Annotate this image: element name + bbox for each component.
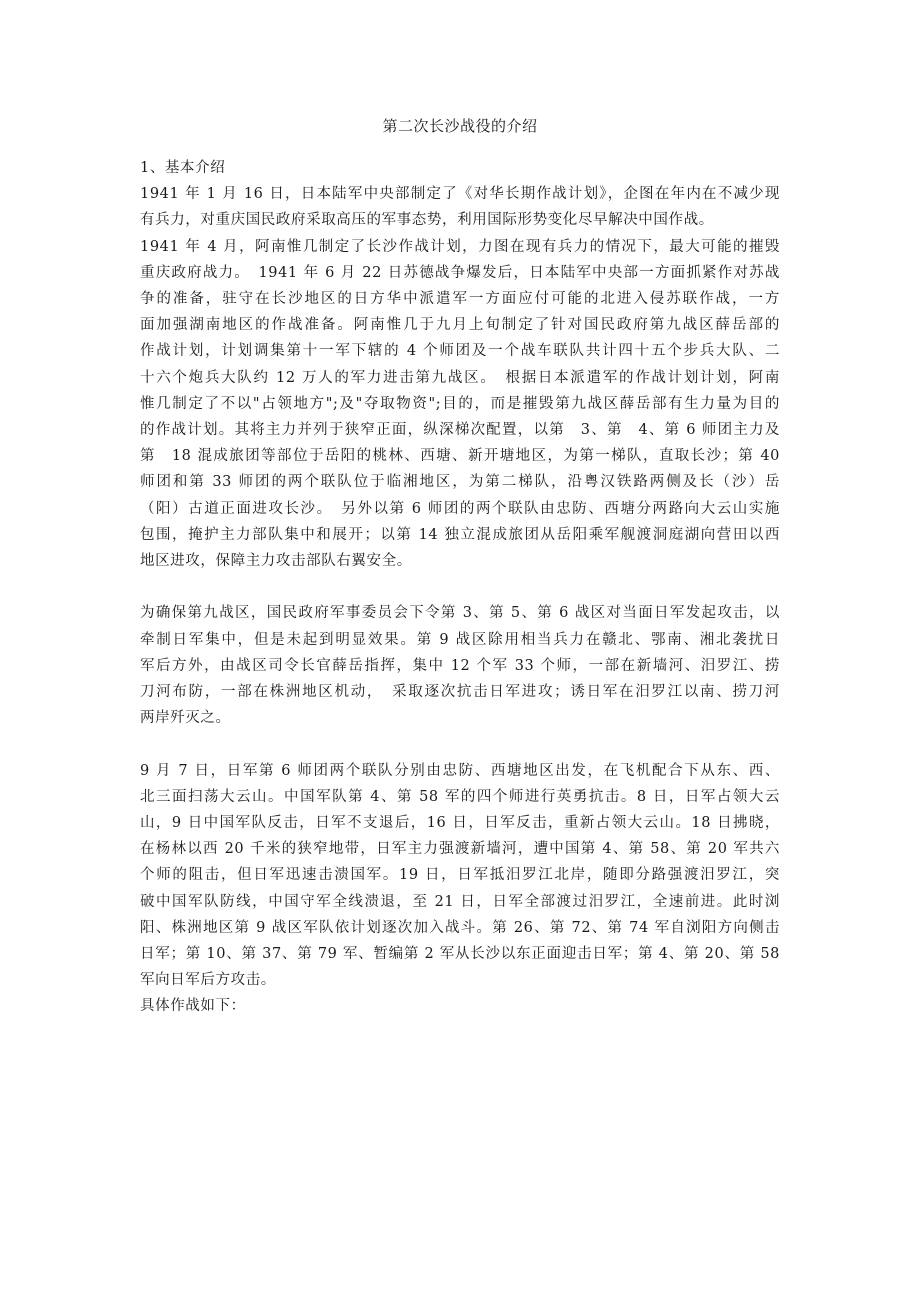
text-line: 师团和第 33 师团的两个联队位于临湘地区，为第二梯队，沿粤汉铁路两侧及长（沙）岳 xyxy=(140,474,780,491)
text-line: 1941 年 1 月 16 日，日本陆军中央部制定了《对华长期作战计划》，企图在年内在不减少现 xyxy=(140,186,780,203)
text-line: 包围，掩护主力部队集中和展开；以第 14 独立混成旅团从岳阳乘军舰渡洞庭湖向营田以西 xyxy=(140,526,780,543)
text-line: 阳、株洲地区第 9 战区军队依计划逐次加入战斗。第 26、第 72、第 74 军自浏阳方向侧击 xyxy=(140,919,780,936)
text-line: 重庆政府战力。 1941 年 6 月 22 日苏德战争爆发后，日本陆军中央部一方面抓紧作对苏战 xyxy=(140,264,780,281)
text-line: 争的准备，驻守在长沙地区的日方华中派遣军一方面应付可能的北进入侵苏联作战，一方 xyxy=(140,291,780,307)
text-line: 两岸歼灭之。 xyxy=(140,710,231,727)
text-line: 军向日军后方攻击。 xyxy=(140,972,276,989)
text-line: 地区进攻，保障主力攻击部队右翼安全。 xyxy=(140,553,412,569)
text-line: 个师的阻击，但日军迅速击溃国军。19 日，日军抵汨罗江北岸，随即分路强渡汨罗江，突 xyxy=(140,867,780,884)
text-line: 的作战计划。其将主力并列于狭窄正面，纵深梯次配置，以第 3、第 4、第 6 师团主力及 xyxy=(140,422,780,438)
text-line: 牵制日军集中，但是未起到明显效果。第 9 战区除用相当兵力在赣北、鄂南、湘北袭扰日 xyxy=(140,631,780,648)
text-line: 1941 年 4 月，阿南惟几制定了长沙作战计划，力图在现有兵力的情况下，最大可能的摧毁 xyxy=(140,238,780,255)
text-line: 9 月 7 日，日军第 6 师团两个联队分别由忠防、西塘地区出发，在飞机配合下从东、西、 xyxy=(140,762,780,779)
document-title: 第二次长沙战役的介绍 xyxy=(382,117,538,135)
text-line: 破中国军队防线，中国守军全线溃退，至 21 日，日军全部渡过汨罗江，全速前进。此时浏 xyxy=(140,893,780,910)
text-line: （阳）古道正面进攻长沙。 另外以第 6 师团的两个联队由忠防、西塘分两路向大云山实施 xyxy=(140,500,780,517)
text-line: 十六个炮兵大队约 12 万人的军力进击第九战区。 根据日本派遣军的作战计划计划，阿南 xyxy=(140,369,780,386)
text-line: 惟几制定了不以"占领地方";及"夺取物资";目的，而是摧毁第九战区薛岳部有生力量为目的 xyxy=(140,395,780,412)
text-line: 第 18 混成旅团等部位于岳阳的桃林、西塘、新开塘地区，为第一梯队，直取长沙；第 40 xyxy=(140,448,780,465)
text-line: 刀河布防，一部在株洲地区机动， 采取逐次抗击日军进攻；诱日军在汨罗江以南、捞刀河 xyxy=(140,684,780,700)
text-line: 日军；第 10、第 37、第 79 军、暂编第 2 军从长沙以东正面迎击日军；第 4、第 20、第 58 xyxy=(140,946,780,962)
text-line: 军后方外，由战区司令长官薛岳指挥，集中 12 个军 33 个师，一部在新墙河、汨罗江、捞 xyxy=(140,657,780,674)
text-line: 为确保第九战区，国民政府军事委员会下令第 3、第 5、第 6 战区对当面日军发起攻击，以 xyxy=(140,605,780,622)
text-line: 在杨林以西 20 千米的狭窄地带，日军主力强渡新墙河，遭中国第 4、第 58、第 20 军共六 xyxy=(140,841,780,858)
text-line: 面加强湖南地区的作战准备。阿南惟几于九月上旬制定了针对国民政府第九战区薛岳部的 xyxy=(140,317,780,334)
text-line: 具体作战如下： xyxy=(140,998,246,1015)
text-line: 山，9 日中国军队反击，日军不支退后，16 日，日军反击，重新占领大云山。18 日拂晓， xyxy=(140,815,780,831)
text-line: 作战计划，计划调集第十一军下辖的 4 个师团及一个战车联队共计四十五个步兵大队、二 xyxy=(140,343,780,360)
text-line: 有兵力，对重庆国民政府采取高压的军事态势，利用国际形势变化尽早解决中国作战。 xyxy=(140,212,714,229)
text-line: 北三面扫荡大云山。中国军队第 4、第 58 军的四个师进行英勇抗击。8 日，日军占领大云 xyxy=(140,788,780,805)
text-line: 1、基本介绍 xyxy=(140,160,226,176)
